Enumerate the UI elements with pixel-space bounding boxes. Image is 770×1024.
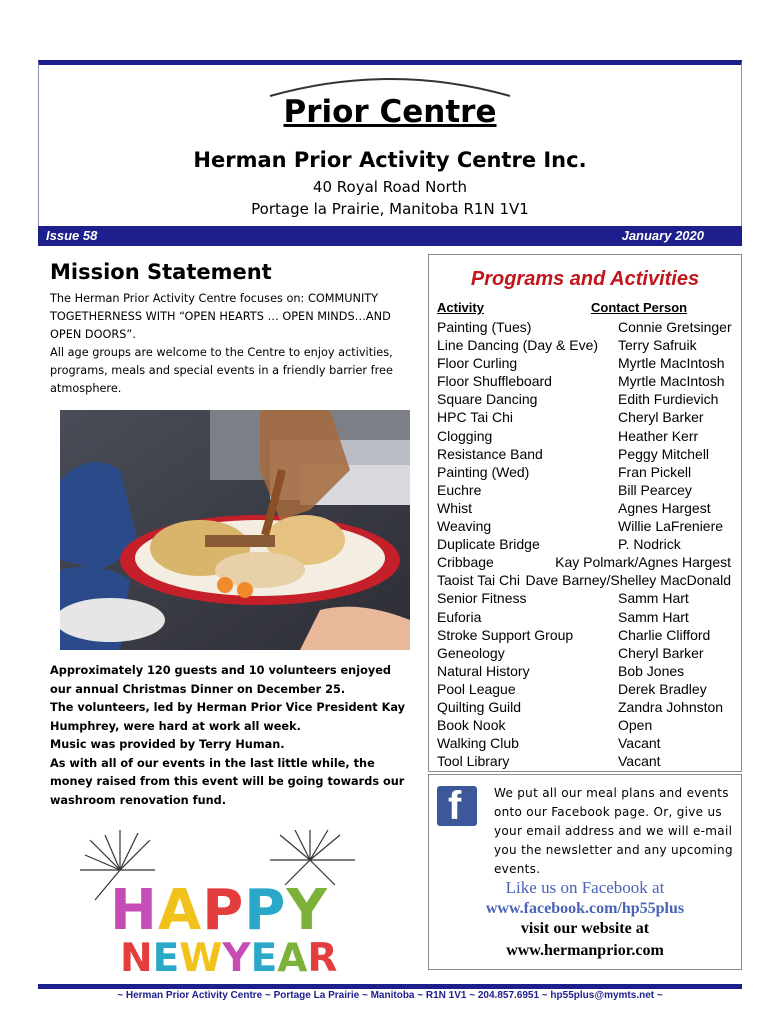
program-row xyxy=(437,445,737,463)
program-activity: Resistance Band xyxy=(437,445,543,462)
programs-title: Programs and Activities xyxy=(470,268,700,290)
program-contact: Cheryl Barker xyxy=(618,644,704,661)
program-contact: Terry Safruik xyxy=(618,337,697,354)
program-activity: Duplicate Bridge xyxy=(437,536,540,553)
issue-number: Issue 58 xyxy=(46,228,98,243)
program-contact: Myrtle MacIntosh xyxy=(618,373,725,390)
program-contact: Bob Jones xyxy=(618,662,685,679)
program-row xyxy=(437,716,737,734)
program-contact: Samm Hart xyxy=(618,590,689,607)
program-row xyxy=(437,644,737,662)
program-contact: Vacant xyxy=(618,735,661,752)
issue-bar xyxy=(38,226,742,246)
program-contact: Bill Pearcey xyxy=(618,481,692,498)
christmas-dinner-photo xyxy=(60,410,410,650)
caption-line-3: Music was provided by Terry Human. xyxy=(50,738,285,751)
caption-line-2: The volunteers, led by Herman Prior Vice President Kay Humphrey, were hard at work all week. xyxy=(50,701,405,733)
contact-column-header: Contact Person xyxy=(591,300,688,315)
program-activity: Weaving xyxy=(437,518,492,535)
program-activity: Stroke Support Group xyxy=(437,626,574,643)
program-contact: Samm Hart xyxy=(618,608,689,625)
program-contact: Edith Furdievich xyxy=(618,391,719,408)
program-row xyxy=(437,734,737,752)
program-contact: Heather Kerr xyxy=(618,427,699,444)
program-contact: Zandra Johnston xyxy=(618,698,724,715)
mission-paragraph-2: All age groups are welcome to the Centre to enjoy activities, programs, meals and special events in a friendly barrier free atmosphere. xyxy=(50,346,393,395)
program-activity: Square Dancing xyxy=(437,391,538,408)
program-activity: Book Nook xyxy=(437,717,506,734)
program-row xyxy=(437,752,737,770)
program-contact: Cheryl Barker xyxy=(618,409,704,426)
new-year-text: NEWYEAR xyxy=(120,936,338,981)
caption-line-1: Approximately 120 guests and 10 volunteers enjoyed our annual Christmas Dinner on December 25. xyxy=(50,664,391,696)
program-row xyxy=(437,336,737,354)
facebook-link[interactable]: www.facebook.com/hp55plus xyxy=(485,900,685,917)
happy-text: HAPPY xyxy=(110,878,328,943)
program-contact: Willie LaFreniere xyxy=(618,518,724,535)
program-row xyxy=(437,589,737,607)
program-activity: Whist xyxy=(437,499,472,516)
program-contact: Charlie Clifford xyxy=(618,626,711,643)
program-contact: Connie Gretsinger xyxy=(618,319,732,335)
facebook-icon[interactable] xyxy=(437,786,477,826)
program-activity: Euchre xyxy=(437,481,482,498)
program-contact: Open xyxy=(618,717,653,734)
program-row xyxy=(437,427,737,445)
program-contact: Kay Polmark/Agnes Hargest xyxy=(555,554,731,571)
program-row xyxy=(437,372,737,390)
program-activity: Line Dancing (Day & Eve) xyxy=(437,337,599,354)
program-row xyxy=(437,698,737,716)
program-activity: Tool Library xyxy=(437,753,510,770)
program-contact: Derek Bradley xyxy=(618,680,707,697)
program-row xyxy=(437,499,737,517)
activity-column-header: Activity xyxy=(437,300,484,315)
program-activity: Pool League xyxy=(437,680,516,697)
facebook-like-label: Like us on Facebook at xyxy=(505,878,665,897)
mission-paragraph-1: The Herman Prior Activity Centre focuses on: COMMUNITY TOGETHERNESS WITH “OPEN HEARTS … OPEN MINDS…AND OPEN DOORS”. xyxy=(50,292,391,341)
mission-statement xyxy=(50,290,400,398)
program-row xyxy=(437,517,737,535)
program-activity: Geneology xyxy=(437,644,505,661)
program-contact: Agnes Hargest xyxy=(618,499,711,516)
issue-date: January 2020 xyxy=(621,228,704,243)
program-contact: Fran Pickell xyxy=(618,463,692,480)
program-activity: Cribbage xyxy=(437,554,494,571)
program-activity: HPC Tai Chi xyxy=(437,409,513,426)
program-row xyxy=(437,354,737,372)
program-row xyxy=(437,626,737,644)
masthead-title: Prior Centre xyxy=(283,94,497,130)
program-activity: Natural History xyxy=(437,662,530,679)
program-contact: Peggy Mitchell xyxy=(618,445,710,462)
program-row xyxy=(437,662,737,680)
program-activity: Painting (Tues) xyxy=(437,319,532,335)
caption-line-4: As with all of our events in the last little while, the money raised from this event will be going towards our washroom renovation fund. xyxy=(50,756,405,807)
program-row xyxy=(437,608,737,626)
address-line-1: 40 Royal Road North xyxy=(312,178,468,196)
program-row xyxy=(437,571,737,589)
program-contact: Myrtle MacIntosh xyxy=(618,355,725,372)
program-activity: Eufor​ia xyxy=(437,608,482,625)
program-row xyxy=(437,408,737,426)
footer-contact: ~ Herman Prior Activity Centre ~ Portage La Prairie ~ Manitoba ~ R1N 1V1 ~ 204.857.6951 ~ hp55plus@mymts.net ~ xyxy=(117,990,663,1001)
website-label: visit our website at xyxy=(520,920,650,937)
happy-new-year-graphic xyxy=(80,830,370,980)
program-activity: Walking Club xyxy=(437,735,519,752)
program-row xyxy=(437,318,737,336)
program-row xyxy=(437,535,737,553)
program-activity: Taoist Tai Chi xyxy=(437,572,521,589)
program-activity: Painting (Wed) xyxy=(437,463,530,480)
program-row xyxy=(437,553,737,571)
facebook-icon-glyph: f xyxy=(448,784,462,828)
program-contact: P. Nodrick xyxy=(618,536,681,553)
program-row xyxy=(437,463,737,481)
address-line-2: Portage la Prairie, Manitoba R1N 1V1 xyxy=(251,200,529,218)
dinner-caption xyxy=(50,662,410,810)
program-activity: Floor Curling xyxy=(437,355,518,372)
program-activity: Senior Fitness xyxy=(437,590,527,607)
organization-name: Herman Prior Activity Centre Inc. xyxy=(193,148,587,172)
program-contact: Dave Barney/Shelley MacDonald xyxy=(525,572,731,589)
program-contact: Vacant xyxy=(618,753,661,770)
programs-list xyxy=(437,318,737,770)
mission-heading: Mission Statement xyxy=(50,260,272,284)
program-row xyxy=(437,680,737,698)
footer-divider xyxy=(38,984,742,989)
program-activity: Floor Shuffleboard xyxy=(437,373,552,390)
facebook-note: We put all our meal plans and events onto our Facebook page. Or, give us your email address and we will e-mail you the newsletter and any upcoming events. xyxy=(494,786,733,876)
dinner-plate-illustration xyxy=(60,410,410,650)
program-activity: Quilting Guild xyxy=(437,698,522,715)
website-link[interactable]: www.hermanprior.com xyxy=(506,942,664,959)
program-activity: Clogging xyxy=(437,427,493,444)
program-row xyxy=(437,390,737,408)
program-row xyxy=(437,481,737,499)
